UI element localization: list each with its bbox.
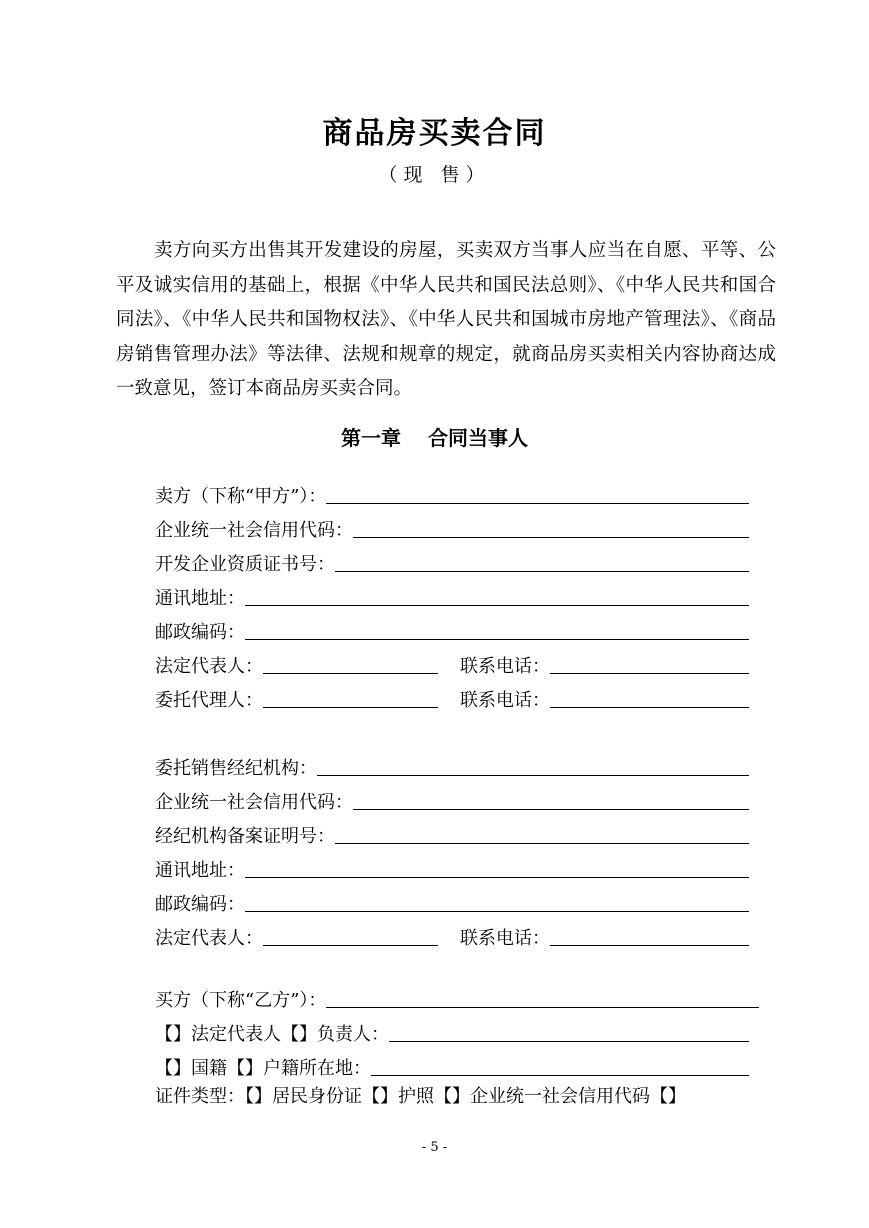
- broker-postcode-label: 邮政编码：: [155, 894, 245, 915]
- seller-address-row: [155, 580, 749, 610]
- broker-legal-rep-field[interactable]: [263, 923, 438, 946]
- broker-credit-code-label: 企业统一社会信用代码：: [155, 792, 353, 813]
- buyer-name-row: [155, 982, 759, 1012]
- broker-postcode-row: [155, 886, 749, 916]
- buyer-name-field[interactable]: [326, 985, 759, 1008]
- buyer-rep-row: [155, 1016, 749, 1046]
- document-subtitle: （现 售）: [378, 164, 491, 186]
- seller-legal-rep-label: 法定代表人：: [155, 656, 263, 677]
- broker-phone-field[interactable]: [550, 923, 749, 946]
- broker-record-label: 经纪机构备案证明号：: [155, 826, 335, 847]
- seller-legal-rep-field[interactable]: [263, 651, 438, 674]
- seller-agent-row: [155, 682, 749, 712]
- buyer-nationality-label: 【】国籍【】户籍所在地：: [155, 1058, 371, 1079]
- broker-phone-label: 联系电话：: [460, 928, 550, 949]
- buyer-nationality-field[interactable]: [371, 1053, 749, 1076]
- seller-credit-code-field[interactable]: [353, 515, 749, 538]
- broker-postcode-field[interactable]: [245, 889, 749, 912]
- seller-name-row: [155, 478, 749, 508]
- page-number: - 5 -: [421, 1140, 448, 1155]
- broker-legal-rep-row: [155, 920, 749, 950]
- broker-name-field[interactable]: [317, 753, 749, 776]
- seller-name-label: 卖方（下称“甲方”）：: [155, 486, 327, 507]
- broker-address-row: [155, 852, 749, 882]
- seller-name-field[interactable]: [326, 481, 749, 504]
- seller-phone-field[interactable]: [550, 651, 749, 674]
- buyer-rep-label: 【】法定代表人【】负责人：: [155, 1024, 389, 1045]
- seller-postcode-label: 邮政编码：: [155, 622, 245, 643]
- broker-address-label: 通讯地址：: [155, 860, 245, 881]
- seller-address-field[interactable]: [245, 583, 749, 606]
- seller-agent-label: 委托代理人：: [155, 690, 263, 711]
- seller-address-label: 通讯地址：: [155, 588, 245, 609]
- seller-phone-label: 联系电话：: [460, 656, 550, 677]
- buyer-nationality-row: [155, 1050, 749, 1080]
- seller-qualification-field[interactable]: [335, 549, 749, 572]
- seller-agent-phone-label: 联系电话：: [460, 690, 550, 711]
- seller-legal-rep-row: [155, 648, 749, 678]
- broker-record-row: [155, 818, 749, 848]
- seller-credit-code-label: 企业统一社会信用代码：: [155, 520, 353, 541]
- buyer-id-type-line[interactable]: 证件类型：【】居民身份证【】护照【】企业统一社会信用代码【】: [155, 1086, 686, 1107]
- seller-credit-code-row: [155, 512, 749, 542]
- seller-agent-phone-field[interactable]: [550, 685, 749, 708]
- seller-postcode-field[interactable]: [245, 617, 749, 640]
- broker-address-field[interactable]: [245, 855, 749, 878]
- seller-postcode-row: [155, 614, 749, 644]
- seller-qualification-label: 开发企业资质证书号：: [155, 554, 335, 575]
- buyer-rep-field[interactable]: [389, 1019, 749, 1042]
- broker-name-row: [155, 750, 749, 780]
- broker-name-label: 委托销售经纪机构：: [155, 758, 317, 779]
- seller-agent-field[interactable]: [263, 685, 438, 708]
- broker-credit-code-field[interactable]: [353, 787, 749, 810]
- chapter-heading: 第一章 合同当事人: [341, 426, 528, 450]
- broker-legal-rep-label: 法定代表人：: [155, 928, 263, 949]
- intro-paragraph: 卖方向买方出售其开发建设的房屋，买卖双方当事人应当在自愿、平等、公平及诚实信用的基础上，根据《中华人民共和国民法总则》、《中华人民共和国合同法》、《中华人民共和国物权法》、《中华人民共和国城市房地产管理法》、《商品房销售管理办法》等法律、法规和规章的规定，就商品房买卖相关内容协商达成一致意见，签订本商品房买卖合同。: [116, 240, 776, 399]
- document-title: 商品房买卖合同: [322, 116, 547, 151]
- buyer-name-label: 买方（下称“乙方”）：: [155, 990, 327, 1011]
- seller-qualification-row: [155, 546, 749, 576]
- broker-credit-code-row: [155, 784, 749, 814]
- broker-record-field[interactable]: [335, 821, 749, 844]
